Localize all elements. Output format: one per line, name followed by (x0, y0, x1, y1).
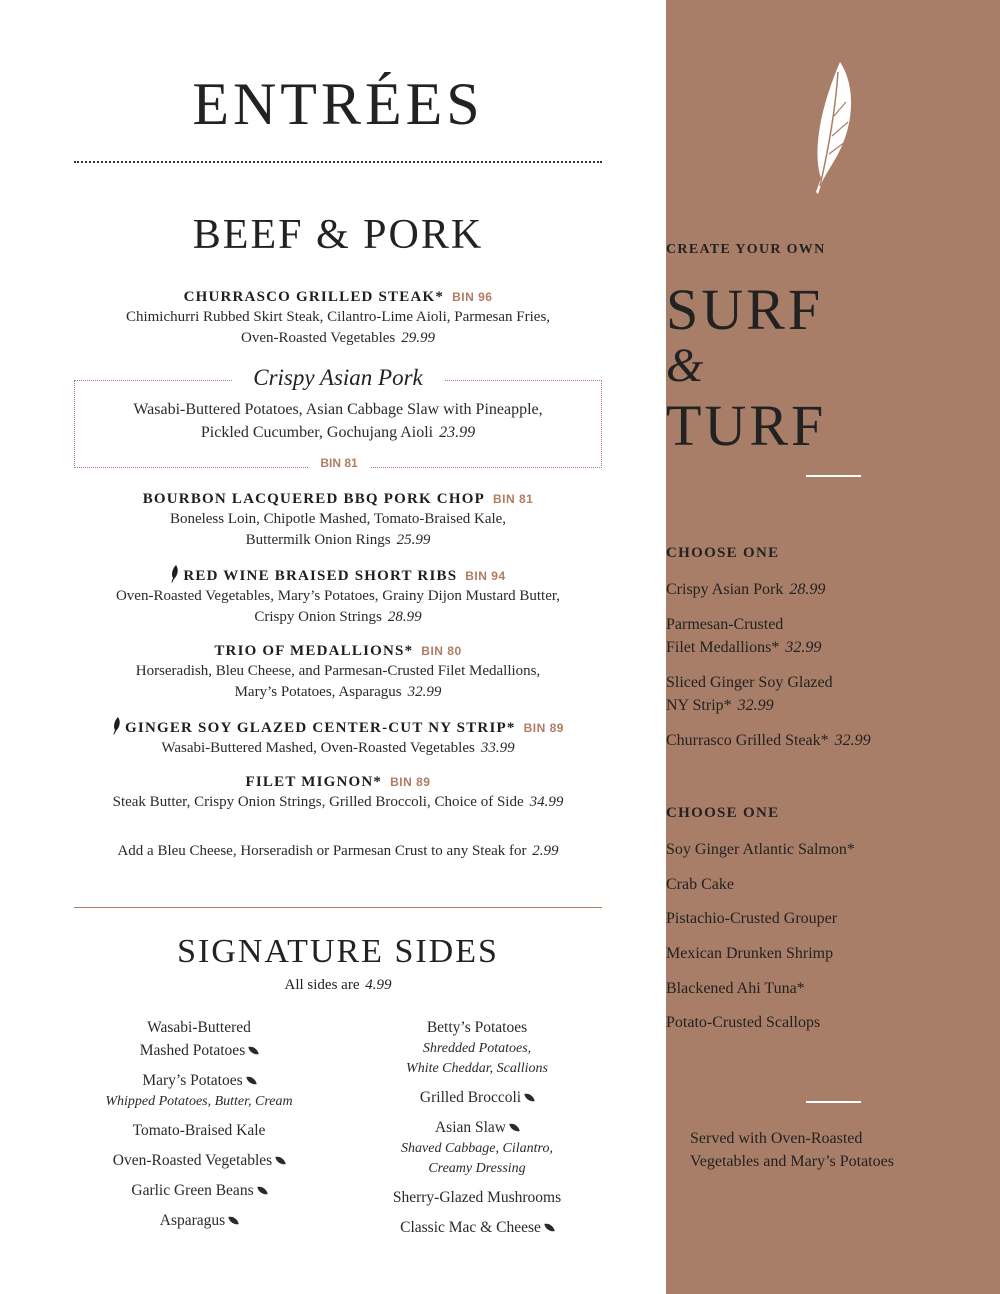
dish-desc: Boneless Loin, Chipotle Mashed, Tomato-Braised Kale, (169, 511, 507, 527)
dish-bin: BIN 80 (421, 644, 462, 658)
turf-option (666, 729, 1000, 752)
turf-options (666, 578, 1000, 764)
turf-title: TURF (666, 393, 827, 458)
side-item (74, 1016, 324, 1062)
dish-bin: BIN 96 (452, 290, 493, 304)
side-item (352, 1116, 602, 1179)
sides-price: 4.99 (365, 977, 392, 993)
dish-price: 33.99 (480, 740, 515, 756)
dish-pork-chop (74, 489, 602, 551)
sides-subtitle (74, 977, 602, 994)
side-item (74, 1179, 324, 1202)
dish-desc: Crispy Onion Strings (254, 609, 382, 625)
surf-option: Pistachio-Crusted Grouper (666, 910, 838, 928)
option-name: Parmesan-Crusted (666, 616, 784, 633)
turf-option (666, 671, 1000, 717)
dish-short-ribs (74, 565, 602, 628)
featured-desc-line: Pickled Cucumber, Gochujang Aioli (200, 424, 434, 441)
dish-name: FILET MIGNON* (245, 774, 383, 790)
side-note: Shredded Potatoes, (422, 1041, 532, 1056)
side-note: Whipped Potatoes, Butter, Cream (105, 1094, 293, 1109)
option-name: Sliced Ginger Soy Glazed (666, 674, 833, 691)
dish-desc: Oven-Roasted Vegetables (240, 330, 396, 346)
dish-desc: Horseradish, Bleu Cheese, and Parmesan-Crusted Filet Medallions, (135, 663, 541, 679)
side-item (74, 1209, 324, 1232)
featured-dish-name: Crispy Asian Pork (232, 364, 444, 392)
dish-name: CHURRASCO GRILLED STEAK* (183, 289, 445, 305)
surf-turf-kicker: CREATE YOUR OWN (666, 242, 826, 257)
sides-column-2 (352, 1016, 602, 1246)
side-item (74, 1119, 324, 1142)
sides-heading: SIGNATURE SIDES (177, 933, 499, 970)
option-name: Filet Medallions* (666, 639, 780, 656)
surf-title: SURF (666, 277, 824, 342)
featured-desc-line: Wasabi-Buttered Potatoes, Asian Cabbage Slaw with Pineapple, (133, 401, 543, 418)
leaf-icon (275, 1155, 285, 1165)
option-name: Churrasco Grilled Steak* (666, 732, 829, 749)
choose-one-heading: CHOOSE ONE (666, 545, 780, 561)
section-divider (74, 907, 602, 908)
dish-bin: BIN 81 (492, 492, 534, 506)
side-name: Asian Slaw (434, 1119, 507, 1136)
dish-desc: Wasabi-Buttered Mashed, Oven-Roasted Vegetables (161, 740, 475, 756)
side-item (352, 1216, 602, 1239)
dish-desc: Steak Butter, Crispy Onion Strings, Grilled Broccoli, Choice of Side (112, 794, 524, 810)
leaf-icon (509, 1122, 519, 1132)
leaf-icon (249, 1045, 259, 1055)
option-price: 28.99 (789, 581, 826, 598)
option-price: 32.99 (785, 639, 822, 656)
dish-price: 25.99 (396, 532, 431, 548)
option-name: Crispy Asian Pork (666, 581, 784, 598)
dish-bin: BIN 89 (390, 775, 431, 789)
addon-text: Add a Bleu Cheese, Horseradish or Parmesan Crust to any Steak for (117, 843, 527, 859)
page-title: ENTRÉES (192, 71, 484, 137)
side-name: Sherry-Glazed Mushrooms (392, 1189, 562, 1206)
sides-column-1 (74, 1016, 324, 1239)
sides-subtitle-text: All sides are (284, 977, 360, 993)
leaf-icon (257, 1185, 267, 1195)
title-divider (74, 161, 602, 163)
side-name: Mary’s Potatoes (142, 1072, 243, 1089)
crust-addon-note (74, 843, 602, 860)
choose-one-heading: CHOOSE ONE (666, 805, 780, 821)
dish-bin: BIN 94 (465, 569, 506, 583)
dish-name: RED WINE BRAISED SHORT RIBS (183, 568, 458, 584)
dish-desc: Buttermilk Onion Rings (245, 532, 391, 548)
option-price: 32.99 (834, 732, 871, 749)
feather-icon (170, 565, 179, 583)
featured-bin: BIN 81 (308, 456, 370, 470)
feather-icon (812, 62, 856, 194)
dish-price: 34.99 (529, 794, 564, 810)
leaf-icon (544, 1222, 554, 1232)
panel-divider (806, 1101, 861, 1103)
dish-price: 29.99 (401, 330, 435, 346)
side-item (352, 1016, 602, 1079)
option-name: NY Strip* (666, 697, 732, 714)
dish-churrasco (74, 287, 602, 349)
side-item (352, 1186, 602, 1209)
panel-divider (806, 475, 861, 477)
dish-desc: Chimichurri Rubbed Skirt Steak, Cilantro-Lime Aioli, Parmesan Fries, (125, 309, 551, 325)
side-name: Classic Mac & Cheese (400, 1219, 541, 1236)
side-note: Shaved Cabbage, Cilantro, (401, 1141, 553, 1156)
side-note: White Cheddar, Scallions (406, 1061, 548, 1076)
dish-name: BOURBON LACQUERED BBQ PORK CHOP (142, 491, 485, 507)
surf-option: Potato-Crusted Scallops (666, 1014, 821, 1032)
side-name: Mashed Potatoes (139, 1042, 246, 1059)
dish-price: 32.99 (407, 684, 442, 700)
side-name: Asparagus (159, 1212, 226, 1229)
feather-icon (112, 717, 121, 735)
side-name: Wasabi-Buttered (147, 1019, 251, 1036)
dish-filet-mignon (74, 772, 602, 813)
dish-name: TRIO OF MEDALLIONS* (214, 643, 414, 659)
side-name: Betty’s Potatoes (426, 1019, 528, 1036)
option-price: 32.99 (737, 697, 774, 714)
addon-price: 2.99 (532, 843, 559, 859)
surf-option: Soy Ginger Atlantic Salmon* (666, 841, 855, 858)
turf-option (666, 613, 1000, 659)
leaf-icon (229, 1215, 239, 1225)
served-line: Vegetables and Mary’s Potatoes (690, 1153, 894, 1170)
side-name: Grilled Broccoli (419, 1089, 522, 1106)
dish-price: 28.99 (387, 609, 422, 625)
side-item (74, 1069, 324, 1112)
dish-desc: Oven-Roasted Vegetables, Mary’s Potatoes, Grainy Dijon Mustard Butter, (115, 588, 561, 604)
beef-pork-heading: BEEF & PORK (192, 212, 484, 258)
surf-options (666, 838, 1000, 1046)
served-with-note (690, 1127, 976, 1173)
side-note: Creamy Dressing (428, 1161, 526, 1176)
side-item (74, 1149, 324, 1172)
dish-desc: Mary’s Potatoes, Asparagus (234, 684, 402, 700)
surf-option: Mexican Drunken Shrimp (666, 945, 834, 963)
side-name: Garlic Green Beans (131, 1182, 254, 1199)
side-name: Tomato-Braised Kale (132, 1122, 266, 1139)
ampersand: & (666, 339, 704, 392)
turf-option (666, 578, 1000, 601)
dish-name: GINGER SOY GLAZED CENTER-CUT NY STRIP* (125, 720, 516, 736)
dish-bin: BIN 89 (523, 721, 564, 735)
side-item (352, 1086, 602, 1109)
leaf-icon (246, 1075, 256, 1085)
leaf-icon (524, 1092, 534, 1102)
featured-dish-desc (74, 398, 602, 444)
dish-ny-strip (74, 717, 602, 759)
surf-option: Crab Cake (666, 875, 734, 893)
side-name: Oven-Roasted Vegetables (112, 1152, 273, 1169)
served-line: Served with Oven-Roasted (690, 1130, 863, 1147)
surf-option: Blackened Ahi Tuna* (666, 979, 805, 997)
featured-price: 23.99 (439, 424, 476, 441)
dish-trio-medallions (74, 641, 602, 703)
